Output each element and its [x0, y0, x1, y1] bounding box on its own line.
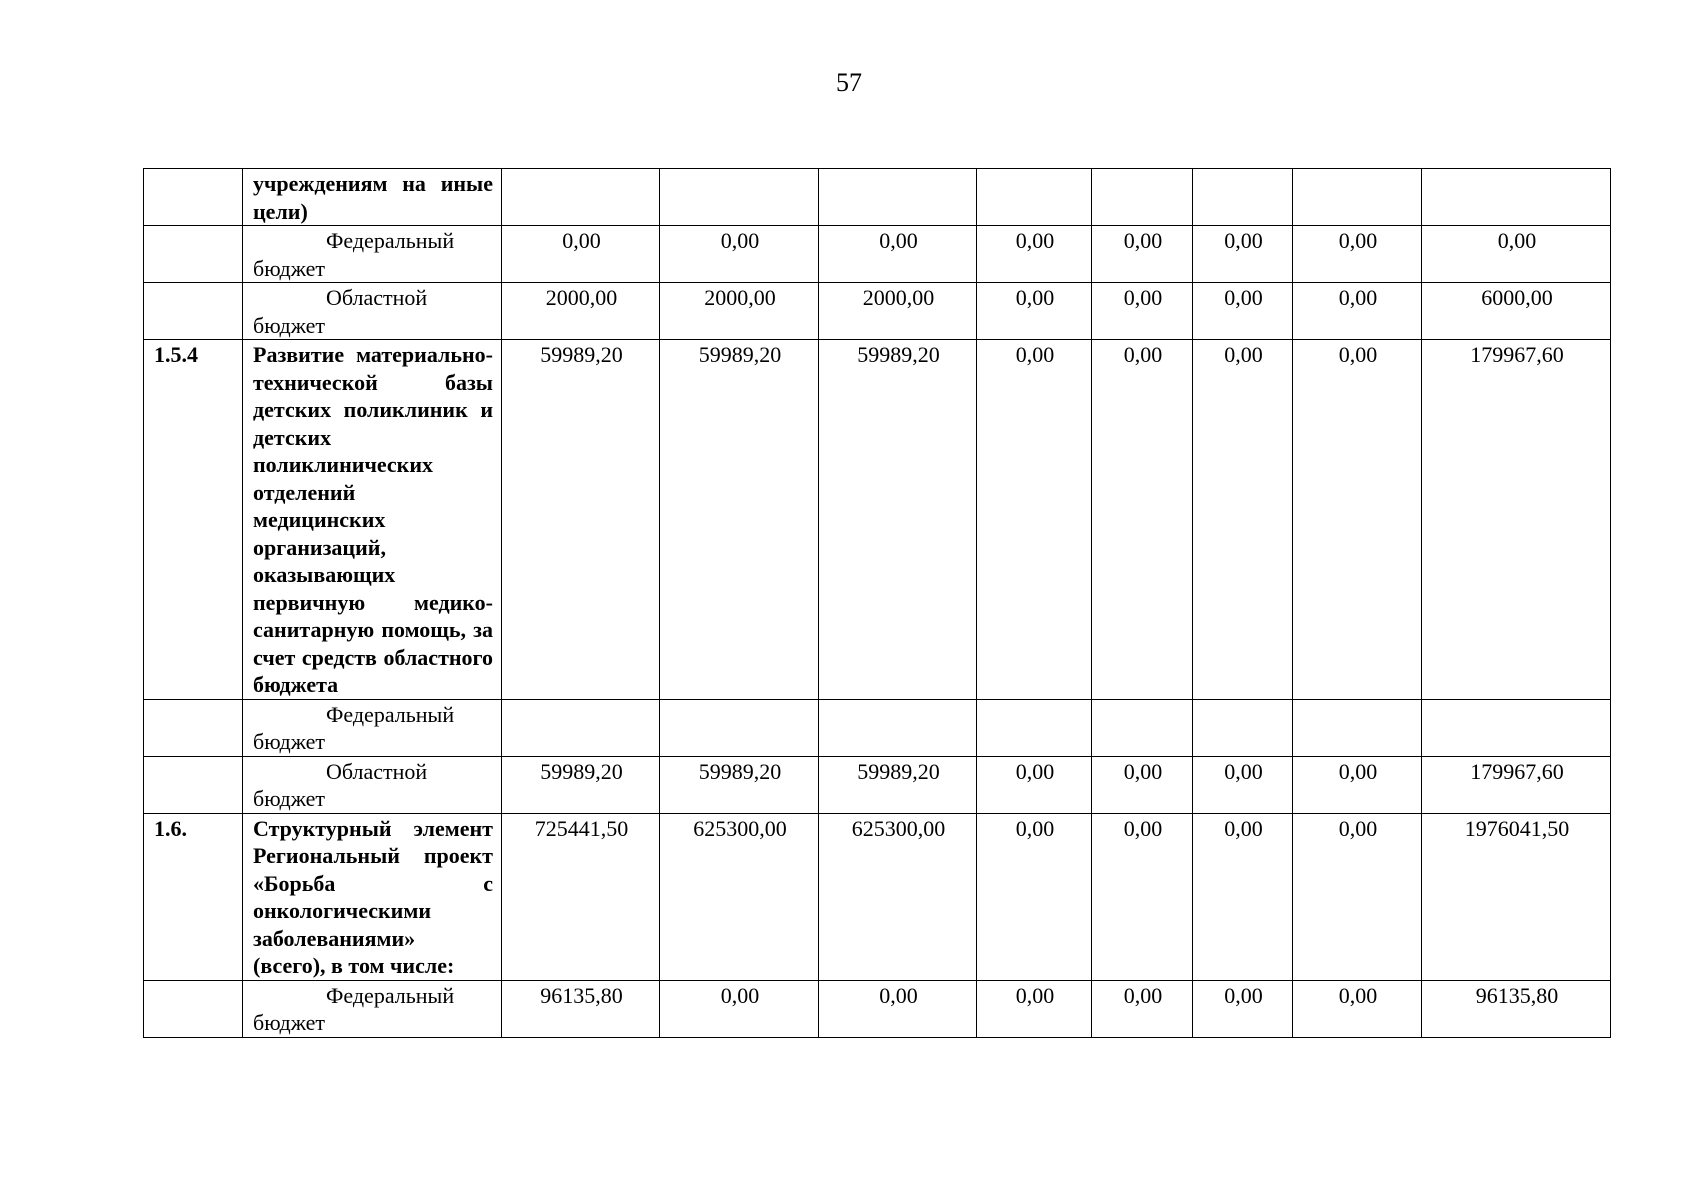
value-cell: 0,00	[1193, 813, 1293, 980]
value-cell: 0,00	[1092, 283, 1193, 340]
budget-source-label-cont: бюджет	[253, 312, 325, 338]
budget-source-label-cont: бюджет	[253, 1010, 325, 1035]
value-cell: 179967,60	[1422, 756, 1611, 813]
table-row	[144, 813, 1611, 980]
row-number	[144, 980, 243, 1037]
value-cell: 96135,80	[502, 980, 660, 1037]
row-description	[243, 980, 502, 1037]
value-cell	[1193, 169, 1293, 226]
table-row	[144, 340, 1611, 700]
value-cell	[660, 699, 819, 756]
value-cell: 59989,20	[502, 340, 660, 700]
value-cell	[819, 169, 977, 226]
value-cell: 2000,00	[660, 283, 819, 340]
budget-source-label-cont: бюджет	[253, 729, 325, 754]
value-cell: 96135,80	[1422, 980, 1611, 1037]
row-number: 1.5.4	[144, 340, 243, 700]
table-row	[144, 756, 1611, 813]
value-cell: 625300,00	[819, 813, 977, 980]
value-cell: 1976041,50	[1422, 813, 1611, 980]
value-cell: 0,00	[502, 226, 660, 283]
value-cell	[819, 699, 977, 756]
row-number: 1.6.	[144, 813, 243, 980]
value-cell: 0,00	[660, 980, 819, 1037]
budget-source-label: Областной	[326, 758, 428, 784]
value-cell	[977, 699, 1092, 756]
value-cell: 0,00	[1293, 980, 1422, 1037]
value-cell: 0,00	[1193, 756, 1293, 813]
row-description	[243, 699, 502, 756]
row-description: Структурный элемент Региональный проект «Борьба с онкологическими заболеваниями» (всего), в том числе:	[243, 813, 502, 980]
row-number	[144, 226, 243, 283]
value-cell	[1293, 699, 1422, 756]
value-cell: 59989,20	[819, 340, 977, 700]
row-description	[243, 226, 502, 283]
value-cell: 59989,20	[502, 756, 660, 813]
value-cell	[502, 169, 660, 226]
value-cell	[1193, 699, 1293, 756]
row-number	[144, 756, 243, 813]
budget-table	[143, 168, 1611, 1038]
table-row	[144, 980, 1611, 1037]
table-row	[144, 699, 1611, 756]
table-row	[144, 226, 1611, 283]
row-description: учреждениям на иные цели)	[243, 169, 502, 226]
value-cell: 0,00	[1092, 226, 1193, 283]
value-cell: 0,00	[1293, 226, 1422, 283]
value-cell	[1092, 169, 1193, 226]
value-cell: 0,00	[660, 226, 819, 283]
value-cell	[1422, 699, 1611, 756]
row-description	[243, 756, 502, 813]
value-cell: 0,00	[1092, 756, 1193, 813]
value-cell	[1092, 699, 1193, 756]
page-number: 57	[836, 68, 862, 97]
value-cell: 0,00	[819, 226, 977, 283]
value-cell: 0,00	[977, 813, 1092, 980]
value-cell: 0,00	[1293, 756, 1422, 813]
value-cell	[660, 169, 819, 226]
row-description: Развитие материально-технической базы детских поликлиник и детских поликлинических отделений медицинских организаций, оказывающих первичную медико-санитарную помощь, за счет средств областного бюджета	[243, 340, 502, 700]
value-cell: 725441,50	[502, 813, 660, 980]
value-cell: 0,00	[1092, 340, 1193, 700]
value-cell	[1422, 169, 1611, 226]
budget-source-label-cont: бюджет	[253, 786, 325, 811]
value-cell: 0,00	[1422, 226, 1611, 283]
value-cell: 59989,20	[660, 340, 819, 700]
value-cell: 59989,20	[660, 756, 819, 813]
value-cell: 0,00	[977, 283, 1092, 340]
value-cell: 0,00	[1092, 813, 1193, 980]
value-cell: 0,00	[1293, 813, 1422, 980]
row-number	[144, 283, 243, 340]
value-cell: 0,00	[1092, 980, 1193, 1037]
value-cell: 0,00	[819, 980, 977, 1037]
value-cell: 0,00	[977, 340, 1092, 700]
value-cell: 0,00	[1193, 980, 1293, 1037]
value-cell: 0,00	[977, 226, 1092, 283]
budget-source-label: Федеральный	[326, 701, 455, 727]
value-cell: 2000,00	[502, 283, 660, 340]
value-cell: 625300,00	[660, 813, 819, 980]
value-cell: 0,00	[977, 756, 1092, 813]
budget-source-label-cont: бюджет	[253, 255, 325, 281]
budget-source-label: Федеральный	[326, 982, 455, 1008]
row-description	[243, 283, 502, 340]
table-row	[144, 283, 1611, 340]
value-cell: 6000,00	[1422, 283, 1611, 340]
budget-source-label: Федеральный	[326, 228, 455, 253]
value-cell: 0,00	[1193, 226, 1293, 283]
value-cell: 0,00	[1293, 283, 1422, 340]
value-cell	[1293, 169, 1422, 226]
row-number	[144, 169, 243, 226]
value-cell: 59989,20	[819, 756, 977, 813]
value-cell: 0,00	[1293, 340, 1422, 700]
value-cell: 2000,00	[819, 283, 977, 340]
table-row	[144, 169, 1611, 226]
value-cell	[502, 699, 660, 756]
budget-source-label: Областной	[326, 285, 428, 310]
value-cell: 0,00	[1193, 283, 1293, 340]
value-cell: 0,00	[1193, 340, 1293, 700]
value-cell: 0,00	[977, 980, 1092, 1037]
row-number	[144, 699, 243, 756]
value-cell: 179967,60	[1422, 340, 1611, 700]
value-cell	[977, 169, 1092, 226]
